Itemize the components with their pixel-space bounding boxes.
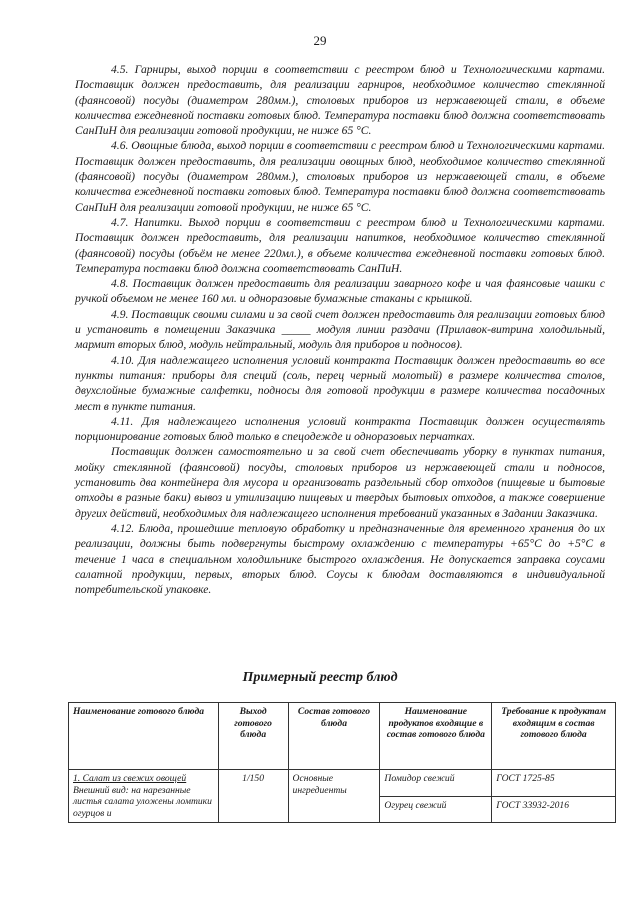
dish-composition: Основные ингредиенты [288, 770, 380, 823]
ingredient-product: Огурец свежий [380, 796, 492, 823]
header-products: Наименование продуктов входящие в состав готового блюда [380, 703, 492, 770]
registry-header-row [69, 703, 616, 770]
registry-title: Примерный реестр блюд [242, 670, 398, 685]
dish-cell [69, 770, 219, 823]
ingredient-product: Помидор свежий [380, 770, 492, 797]
ingredient-requirement: ГОСТ 1725-85 [492, 770, 616, 797]
paragraph-4-5: 4.5. Гарниры, выход порции в соответствии с реестром блюд и Технологическими картами. Поставщик должен предоставить, для реализации гарниров, необходимое количество стеклянной (фаянсовой) посуды (диаметром 280мм.), столовых приборов из нержавеющей стали, в объеме количества ежедневной поставки готовых блюд. Температура поставки блюд должна соответствовать СанПиН для реализации готовой продукции, не ниже 65 °С. [75, 63, 605, 138]
dish-name: 1. Салат из свежих овощей [73, 773, 187, 784]
registry-table [68, 702, 616, 823]
paragraph-4-10: 4.10. Для надлежащего исполнения условий контракта Поставщик должен предоставить во все пункты питания: приборы для специй (соль, перец черный молотый) в размере количества столов, двухслойные бумажные салфетки, подносы для готовой продукции в размере количества посадочных мест в пункте питания. [75, 353, 605, 413]
table-row [69, 770, 616, 797]
ingredient-requirement: ГОСТ 33932-2016 [492, 796, 616, 823]
document-body [75, 62, 605, 597]
header-output: Выход готового блюда [218, 703, 288, 770]
paragraph-4-9: 4.9. Поставщик своими силами и за свой счет должен предоставить для реализации готовых блюд и установить в помещении Заказчика _____ модуля линии раздачи (Прилавок-витрина холодильный, мармит вторых блюд, модуль нейтральный, модуль для приборов и подносов). [75, 307, 605, 352]
paragraph-4-12: 4.12. Блюда, прошедшие тепловую обработку и предназначенные для временного хранения до их реализации, должны быть подвергнуты быстрому охлаждению с температуры +65°С до +5°С в течение 1 часа в специальном холодильнике быстрого охлаждения. Не допускается заправка соусами салатной продукции, первых, вторых блюд. Соусы к блюдам доставляются в индивидуальной потребительской упаковке. [75, 521, 605, 597]
page-number: 29 [313, 33, 327, 48]
header-composition: Состав готового блюда [288, 703, 380, 770]
paragraph-4-6: 4.6. Овощные блюда, выход порции в соответствии с реестром блюд и Технологическими картами. Поставщик должен предоставить, для реализации овощных блюд, необходимое количество стеклянной (фаянсовой) посуды (диаметром 280мм.), столовых приборов из нержавеющей стали, в объеме количества ежедневной поставки готовых блюд. Температура поставки блюд должна соответствовать СанПиН для реализации готовой продукции, не ниже 65 °С. [75, 139, 605, 214]
paragraph-4-11: 4.11. Для надлежащего исполнения условий контракта Поставщик должен осуществлять порционирование готовых блюд только в спецодежде и одноразовых перчатках. [75, 414, 605, 444]
header-requirements: Требование к продуктам входящим в состав готового блюда [492, 703, 616, 770]
dish-output: 1/150 [218, 770, 288, 823]
dish-description: Внешний вид: на нарезанные листья салата уложены ломтики огурцов и [73, 784, 212, 819]
header-dish-name: Наименование готового блюда [69, 703, 219, 770]
paragraph-4-7: 4.7. Напитки. Выход порции в соответствии с реестром блюд и Технологическими картами. Поставщик должен предоставить, для реализации напитков, необходимое количество стеклянной (фаянсовой) посуды (объём не менее 220мл.), в объеме количества ежедневной поставки готовых блюд. Температура поставки блюд должна соответствовать СанПиН. [75, 215, 605, 275]
paragraph-4-8: 4.8. Поставщик должен предоставить для реализации заварного кофе и чая фаянсовые чашки с ручкой объемом не менее 160 мл. и одноразовые бумажные стаканы с крышкой. [75, 277, 605, 306]
paragraph-cleaning: Поставщик должен самостоятельно и за свой счет обеспечивать уборку в пунктах питания, мойку стеклянной (фаянсовой) посуды, столовых приборов из нержавеющей стали и подносов, установить два контейнера для мусора и организовать раздельный сбор отходов (пищевые и бытовые отходы в разные баки) вывоз и утилизацию пищевых и твердых бытовых отходов, а также совершение других действий, необходимых для надлежащего исполнения требований указанных в Задании Заказчика. [75, 445, 605, 520]
